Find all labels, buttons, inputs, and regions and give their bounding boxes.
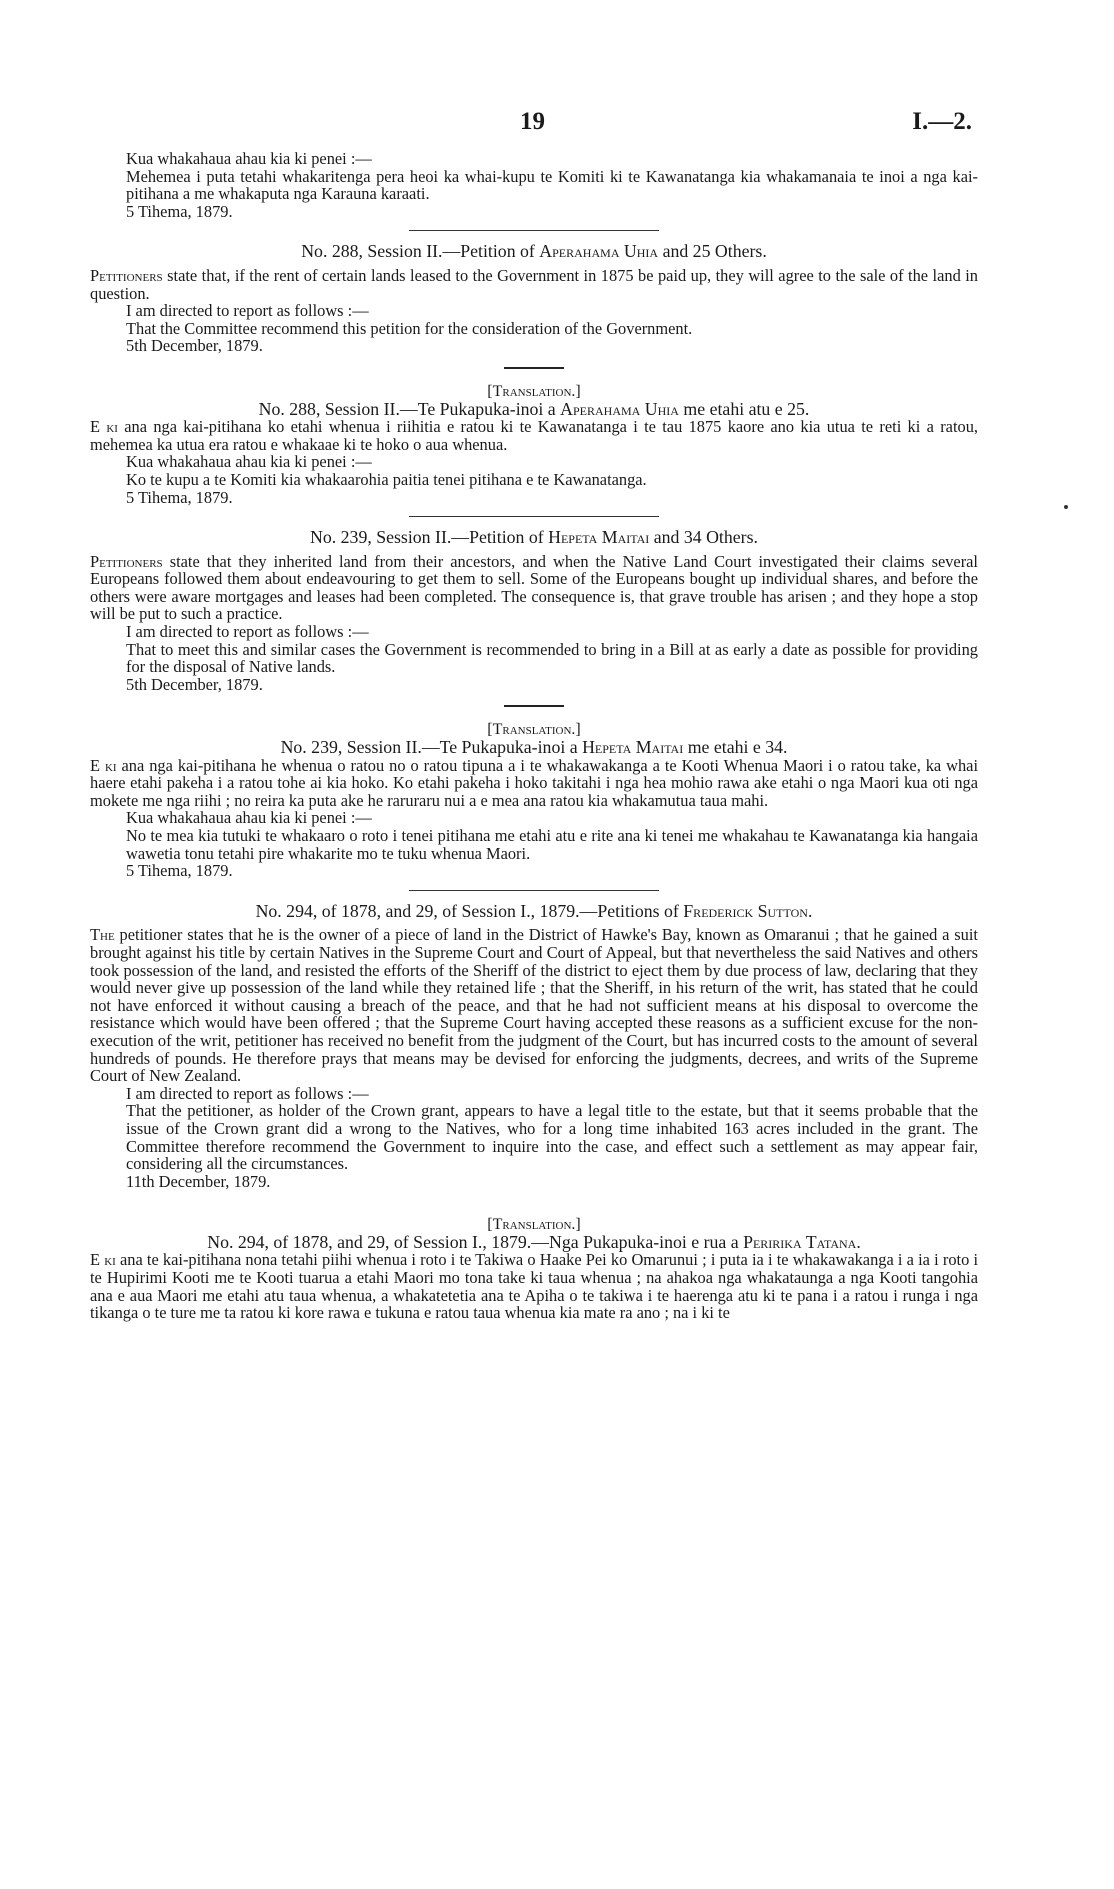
translation-label: [Translation.]: [487, 382, 581, 400]
directed-line: Kua whakahaua ahau kia ki penei :—: [126, 808, 372, 828]
recommendation-text: No te mea kia tutuki te whakaaro o roto i tenei pitihana me etahi atu e rite ana ki tenei me whakahau te Kawanatanga kia hangaia wawetia tonu tetahi pire whakarite mo te tuku whenua Maori.: [126, 826, 978, 863]
heading-prefix: No. 239, Session II.—Petition of: [310, 527, 544, 548]
body-lead: E ki: [90, 417, 118, 437]
short-divider: [504, 367, 564, 369]
directed-line: I am directed to report as follows :—: [126, 301, 369, 321]
petition-288: [90, 243, 978, 355]
heading-prefix: No. 239, Session II.—Te Pukapuka-inoi a: [280, 737, 578, 758]
heading-prefix: No. 294, of 1878, and 29, of Session I., 1879.—Nga Pukapuka-inoi e rua a: [207, 1231, 739, 1252]
petitioner-name: Hepeta Maitai: [582, 737, 684, 758]
recommendation-text: Ko te kupu a te Komiti kia whakaarohia paitia tenei pitihana e te Kawanatanga.: [126, 469, 647, 489]
body-lead: Petitioners: [90, 265, 163, 285]
petition-body: [90, 926, 978, 1084]
heading-prefix: No. 288, Session II.—Te Pukapuka-inoi a: [258, 398, 556, 419]
body-lead: The: [90, 925, 115, 945]
recommendation-text: That the petitioner, as holder of the Crown grant, appears to have a legal title to the estate, but that it seems probable that the issue of the Crown grant did a wrong to the Natives, who for a long time inhabited 163 acres included in the grant. The Committee therefore recommend the Government to inquire into the case, and effect such a settlement as may appear fair, considering all the circumstances.: [126, 1101, 978, 1174]
date-line: 5 Tihema, 1879.: [126, 201, 233, 221]
petition-body: [90, 553, 978, 623]
heading-suffix: me etahi e 34.: [687, 737, 788, 758]
petition-294: [90, 900, 978, 1191]
date-line: 5th December, 1879.: [126, 674, 263, 694]
page-number: 19: [520, 108, 545, 135]
body-text: ana nga kai-pitihana he whenua o ratou no o ratou tipuna a i te whakawakanga a te Kooti Whenua Maori i o ratou take, ka whai haere etahi pakeha i a ratou tohe ai kia hoko. Ko etahi pakeha i hoko takitahi i nga hea mohio rawa ake etahi o nga Maori kua oti nga mokete me nga riihi ; no reira ka puta ake he raruraru nui a e mea ana ratou kia whakamutua taua mahi.: [90, 755, 979, 810]
body-lead: E ki: [90, 755, 117, 775]
heading-suffix: and 25 Others.: [662, 241, 767, 262]
petition-heading: [90, 529, 978, 547]
translation-288: [90, 383, 978, 506]
section-prior-translation-end: [90, 150, 978, 220]
date-line: 11th December, 1879.: [126, 1171, 271, 1191]
body-text: ana nga kai-pitihana ko etahi whenua i riihitia e ratou ki te Kawanatanga i te tau 1875 kaore ano kia utua te reti ki a ratou, mehemea ka utua era ratou e whakaae ki te hoko o aua whenua.: [90, 417, 978, 454]
body-text: ana te kai-pitihana nona tetahi piihi whenua i roto i te Takiwa o Haake Pei ko Omarunui ; i puta ia i te whakawakanga i a ia i roto i te Hupirimi Kooti me te Kooti tuarua a etahi Maori mo tona take ki taua whenua ; na ahakoa nga whakataunga a nga Kooti tangohia ana e aua Maori me etahi atu taua whenua, a whakatetetia ana te Apiha o te takiwa i te haerenga atu ki te pana i a ratou i runga i nga tikanga o te ture me ta ratou ki kore rawa e tukuna e ratou taua whenua kia mate ra ano ; na i ki te: [90, 1250, 978, 1323]
body-lead: Petitioners: [90, 551, 163, 571]
date-line: 5 Tihema, 1879.: [126, 861, 233, 881]
petition-239: [90, 529, 978, 693]
petition-body: [90, 418, 978, 453]
petitioner-name: Frederick Sutton.: [683, 900, 813, 921]
directed-line: I am directed to report as follows :—: [126, 622, 369, 642]
date-line: 5th December, 1879.: [126, 336, 263, 356]
petitioner-name: Hepeta Maitai: [548, 527, 650, 548]
recommendation-text: That the Committee recommend this petition for the consideration of the Government.: [126, 318, 693, 338]
date-line: 5 Tihema, 1879.: [126, 487, 233, 507]
translation-label: [Translation.]: [487, 721, 581, 739]
section-divider: [409, 230, 659, 231]
page-content: [90, 150, 978, 1322]
petition-heading: [90, 398, 978, 419]
translation-239: [90, 721, 978, 879]
body-lead: E ki: [90, 1250, 116, 1270]
recommendation-text: That to meet this and similar cases the Government is recommended to bring in a Bill at as early a date as possible for providing for the disposal of Native lands.: [126, 639, 978, 677]
recommendation-text: Mehemea i puta tetahi whakaritenga pera heoi ka whai-kupu te Komiti ki te Kawanatanga kia whakamanaia te inoi a nga kai-pitihana a me whakaputa nga Karauna karaati.: [126, 166, 978, 204]
directed-line: Kua whakahaua ahau kia ki penei :—: [126, 452, 372, 472]
petitioner-name: Peririka Tatana.: [743, 1231, 861, 1252]
body-text: state that they inherited land from their ancestors, and when the Native Land Court investigated their claims several Europeans followed them about endeavouring to get them to sell. Some of the Europeans bought up individual shares, and before the others were aware mortgages and leases had been completed. The consequence is, that grave trouble has arisen ; and they hope a stop will be put to such a practice.: [90, 551, 978, 624]
page-header: [0, 108, 1114, 140]
petition-body: [90, 267, 978, 302]
petition-heading: [90, 243, 978, 261]
directed-line: I am directed to report as follows :—: [126, 1083, 369, 1103]
heading-prefix: No. 288, Session II.—Petition of: [301, 241, 535, 262]
petitioner-name: Aperahama Uhia: [560, 398, 679, 419]
section-divider: [409, 890, 659, 891]
directed-line: Kua whakahaua ahau kia ki penei :—: [126, 149, 372, 168]
body-text: state that, if the rent of certain lands leased to the Government in 1875 be paid up, they will agree to the sale of the land in question.: [90, 265, 978, 303]
petition-body: [90, 757, 978, 810]
petition-heading: [90, 900, 978, 921]
short-divider: [504, 705, 564, 707]
heading-suffix: and 34 Others.: [653, 527, 758, 548]
heading-suffix: me etahi atu e 25.: [683, 398, 810, 419]
petition-heading: [90, 1231, 978, 1252]
petition-body: [90, 1251, 978, 1321]
page-reference: I.—2.: [912, 108, 972, 135]
heading-prefix: No. 294, of 1878, and 29, of Session I., 1879.—Petitions of: [255, 900, 679, 921]
section-divider: [409, 516, 659, 517]
margin-mark: [1064, 505, 1068, 509]
translation-label: [Translation.]: [487, 1216, 581, 1234]
petition-heading: [90, 739, 978, 757]
body-text: petitioner states that he is the owner of a piece of land in the District of Hawke's Bay, known as Omaranui ; that he gained a suit brought against his title by certain Natives in the Supreme Court and Court of Appeal, but that nevertheless the said Natives and others took possession of the land, and resisted the efforts of the Sheriff of the district to eject them by due process of law, declaring that they would never give up possession of the land while they retained life ; that the Sheriff, in his return of the writ, has stated that he could not have enforced it without causing a breach of the peace, and that he had not sufficient means at his disposal to overcome the resistance which would have been offered ; that the Supreme Court having accepted these reasons as a sufficient excuse for the non-execution of the writ, petitioner has received no benefit from the judgment of the Court, but has incurred costs to the amount of several hundreds of pounds. He therefore prays that means may be devised for enforcing the judgments, decrees, and writs of the Supreme Court of New Zealand.: [90, 925, 978, 1086]
petitioner-name: Aperahama Uhia: [539, 241, 659, 262]
translation-294: [90, 1216, 978, 1322]
